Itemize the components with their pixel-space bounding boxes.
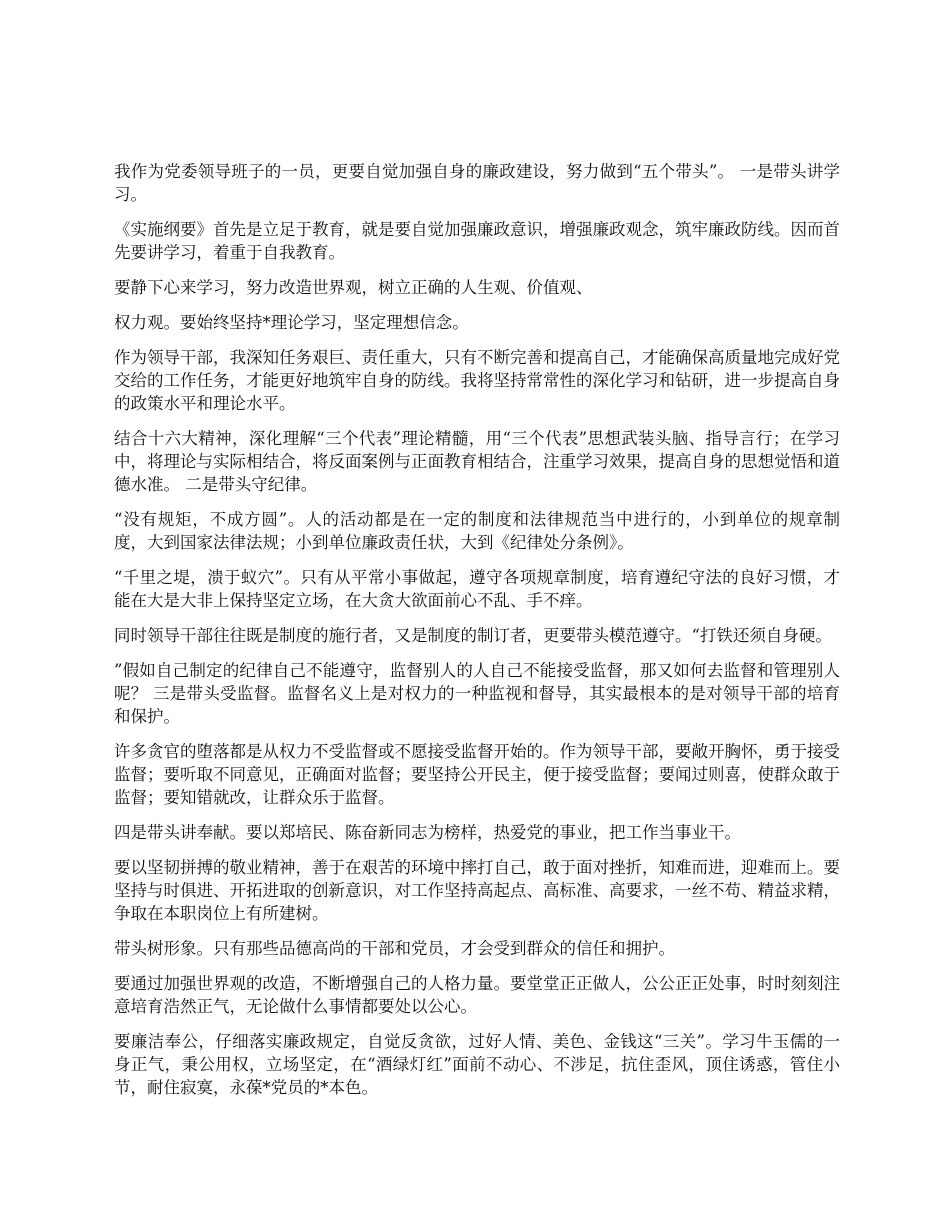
paragraph-1: 我作为党委领导班子的一员，更要自觉加强自身的廉政建设，努力做到“五个带头”。 一是带头讲学习。 <box>114 162 840 204</box>
paragraph-4: 权力观。要始终坚持*理论学习，坚定理想信念。 <box>114 313 469 332</box>
paragraph-8: “千里之堤，溃于蚁穴”。只有从平常小事做起，遵守各项规章制度，培育遵纪守法的良好习惯，才能在大是大非上保持坚定立场，在大贪大欲面前心不乱、手不痒。 <box>114 568 840 610</box>
paragraph-2: 《实施纲要》首先是立足于教育，就是要自觉加强廉政意识，增强廉政观念，筑牢廉政防线。因而首先要讲学习，着重于自我教育。 <box>114 220 840 262</box>
paragraph-15: 要通过加强世界观的改造，不断增强自己的人格力量。要堂堂正正做人，公公正正处事，时时刻刻注意培育浩然正气，无论做什么事情都要处以公心。 <box>114 974 840 1016</box>
paragraph-13: 要以坚韧拼搏的敬业精神，善于在艰苦的环境中摔打自己，敢于面对挫折，知难而进，迎难而上。要坚持与时俱进、开拓进取的创新意识，对工作坚持高起点、高标准、高要求，一丝不苟、精益求精，争取在本职岗位上有所建树。 <box>114 858 840 923</box>
paragraph-9: 同时领导干部往往既是制度的施行者，又是制度的制订者，更要带头模范遵守。“打铁还须自身硬。 <box>114 626 832 645</box>
paragraph-14: 带头树形象。只有那些品德高尚的干部和党员，才会受到群众的信任和拥护。 <box>114 939 675 958</box>
paragraph-3: 要静下心来学习，努力改造世界观，树立正确的人生观、价值观、 <box>114 278 593 297</box>
document-body <box>114 160 840 1111</box>
paragraph-5: 作为领导干部，我深知任务艰巨、责任重大，只有不断完善和提高自己，才能确保高质量地完成好党交给的工作任务，才能更好地筑牢自身的防线。我将坚持常常性的深化学习和钻研，进一步提高自身的政策水平和理论水平。 <box>114 348 840 413</box>
paragraph-6: 结合十六大精神，深化理解“三个代表”理论精髓，用“三个代表”思想武装头脑、指导言行；在学习中，将理论与实际相结合，将反面案例与正面教育相结合，注重学习效果，提高自身的思想觉悟和道德水准。 二是带头守纪律。 <box>114 429 840 494</box>
paragraph-7: “没有规矩，不成方圆”。人的活动都是在一定的制度和法律规范当中进行的，小到单位的规章制度，大到国家法律法规；小到单位廉政责任状，大到《纪律处分条例》。 <box>114 510 840 552</box>
paragraph-16: 要廉洁奉公，仔细落实廉政规定，自觉反贪欲，过好人情、美色、金钱这“三关”。学习牛玉儒的一身正气，秉公用权，立场坚定，在“酒绿灯红”面前不动心、不涉足，抗住歪风，顶住诱惑，管住小节，耐住寂寞，永葆*党员的*本色。 <box>114 1032 840 1097</box>
paragraph-12: 四是带头讲奉献。要以郑培民、陈奋新同志为榜样，热爱党的事业，把工作当事业干。 <box>114 823 741 842</box>
paragraph-10: ”假如自己制定的纪律自己不能遵守，监督别人的人自己不能接受监督，那又如何去监督和管理别人呢？ 三是带头受监督。监督名义上是对权力的一种监视和督导，其实最根本的是对领导干部的培育和保护。 <box>114 661 840 726</box>
paragraph-11: 许多贪官的堕落都是从权力不受监督或不愿接受监督开始的。作为领导干部，要敞开胸怀，勇于接受监督；要听取不同意见，正确面对监督；要坚持公开民主，便于接受监督；要闻过则喜，使群众敢于监督；要知错就改，让群众乐于监督。 <box>114 742 840 807</box>
